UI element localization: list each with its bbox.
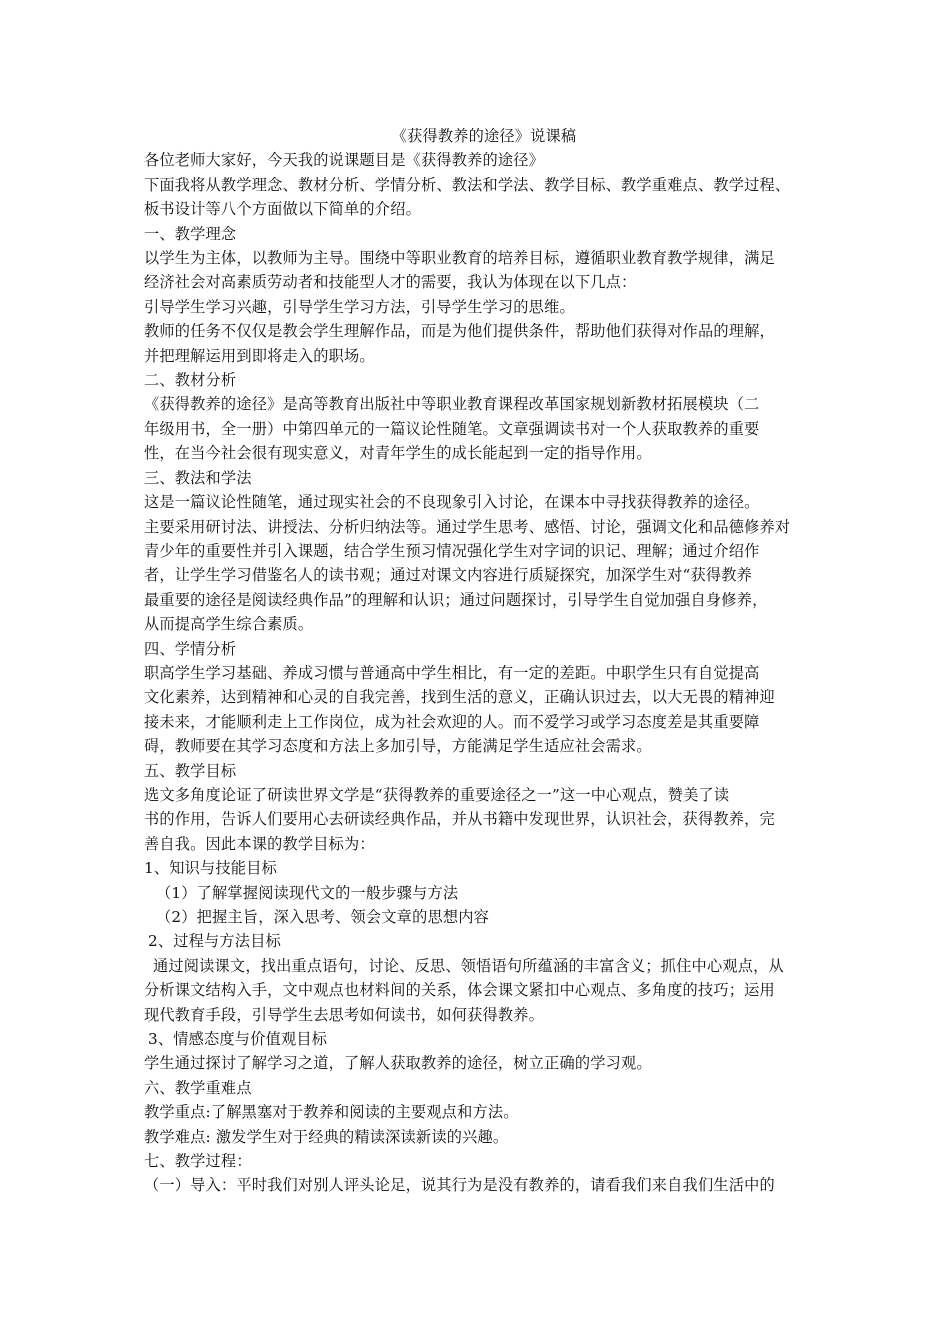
text-line: 现代教育手段，引导学生去思考如何读书，如何获得教养。 — [144, 1005, 545, 1024]
text-line: 下面我将从教学理念、教材分析、学情分析、教法和学法、教学目标、教学重难点、教学过程、 — [144, 175, 791, 194]
text-line: 引导学生学习兴趣，引导学生学习方法，引导学生学习的思维。 — [144, 297, 575, 316]
text-line: 板书设计等八个方面做以下简单的介绍。 — [144, 200, 421, 219]
text-line: 分析课文结构入手，文中观点也材料间的关系，体会课文紧扣中心观点、多角度的技巧；运用 — [144, 981, 775, 1000]
section-heading: 六、教学重难点 — [144, 1078, 252, 1097]
text-line: 接未来，才能顺利走上工作岗位，成为社会欢迎的人。而不爱学习或学习态度差是其重要障 — [144, 712, 760, 731]
text-line: 并把理解运用到即将走入的职场。 — [144, 346, 375, 365]
text-line: 年级用书，全一册）中第四单元的一篇议论性随笔。文章强调读书对一个人获取教养的重要 — [144, 419, 760, 438]
text-line: 各位老师大家好，今天我的说课题目是《获得教养的途径》 — [144, 151, 545, 170]
text-line: 职高学生学习基础、养成习惯与普通高中学生相比，有一定的差距。中职学生只有自觉提高 — [144, 663, 760, 682]
text-line: 从而提高学生综合素质。 — [144, 615, 314, 634]
text-line: 教师的任务不仅仅是教会学生理解作品，而是为他们提供条件，帮助他们获得对作品的理解， — [144, 322, 775, 341]
document-title: 《获得教养的途径》说课稿 — [391, 127, 577, 145]
text-line: 经济社会对高素质劳动者和技能型人才的需要，我认为体现在以下几点： — [144, 273, 637, 292]
subsection-heading: 3、情感态度与价值观目标 — [148, 1030, 328, 1049]
text-line: 文化素养，达到精神和心灵的自我完善，找到生活的意义，正确认识过去，以大无畏的精神迎 — [144, 688, 775, 707]
text-line: 性，在当今社会很有现实意义，对青年学生的成长能起到一定的指导作用。 — [144, 444, 652, 463]
text-line: 通过阅读课文，找出重点语句，讨论、反思、领悟语句所蕴涵的丰富含义；抓住中心观点，从 — [153, 956, 784, 975]
document-page — [144, 124, 824, 1198]
section-heading: 一、教学理念 — [144, 224, 237, 243]
section-heading: 三、教法和学法 — [144, 468, 252, 487]
section-heading: 七、教学过程： — [144, 1152, 252, 1171]
text-line: 选文多角度论证了研读世界文学是“获得教养的重要途径之一”这一中心观点，赞美了读 — [144, 785, 730, 804]
list-item: （2）把握主旨，深入思考、领会文章的思想内容 — [156, 908, 490, 926]
text-line: 最重要的途径是阅读经典作品”的理解和认识；通过问题探讨，引导学生自觉加强自身修养， — [144, 590, 768, 609]
text-line: 书的作用，告诉人们要用心去研读经典作品，并从书籍中发现世界，认识社会，获得教养，完 — [144, 810, 775, 829]
text-line: （一）导入：平时我们对别人评头论足，说其行为是没有教养的，请看我们来自我们生活中的 — [144, 1176, 775, 1195]
text-line: 以学生为主体，以教师为主导。围绕中等职业教育的培养目标，遵循职业教育教学规律，满足 — [144, 249, 775, 268]
text-line: 主要采用研讨法、讲授法、分析归纳法等。通过学生思考、感悟、讨论，强调文化和品德修养对 — [144, 517, 791, 536]
text-line: 这是一篇议论性随笔，通过现实社会的不良现象引入讨论，在课本中寻找获得教养的途径。 — [144, 493, 760, 512]
section-heading: 二、教材分析 — [144, 371, 237, 390]
list-item: （1）了解掌握阅读现代文的一般步骤与方法 — [156, 883, 459, 902]
text-line: 学生通过探讨了解学习之道，了解人获取教养的途径，树立正确的学习观。 — [144, 1054, 652, 1073]
text-line: 碍，教师要在其学习态度和方法上多加引导，方能满足学生适应社会需求。 — [144, 737, 652, 756]
text-line: 教学重点:了解黑塞对于教养和阅读的主要观点和方法。 — [144, 1103, 519, 1122]
subsection-heading: 2、过程与方法目标 — [148, 932, 281, 951]
subsection-heading: 1、知识与技能目标 — [144, 859, 277, 878]
section-heading: 五、教学目标 — [144, 761, 237, 780]
text-line: 教学难点: 激发学生对于经典的精读深读新读的兴趣。 — [144, 1127, 509, 1146]
text-line: 者，让学生学习借鉴名人的读书观；通过对课文内容进行质疑探究，加深学生对“获得教养 — [144, 566, 753, 585]
section-heading: 四、学情分析 — [144, 639, 237, 658]
text-line: 青少年的重要性并引入课题，结合学生预习情况强化学生对字词的识记、理解；通过介绍作 — [144, 541, 760, 560]
text-line: 善自我。因此本课的教学目标为： — [144, 834, 375, 853]
text-line: 《获得教养的途径》是高等教育出版社中等职业教育课程改革国家规划新教材拓展模块（二 — [144, 395, 760, 414]
